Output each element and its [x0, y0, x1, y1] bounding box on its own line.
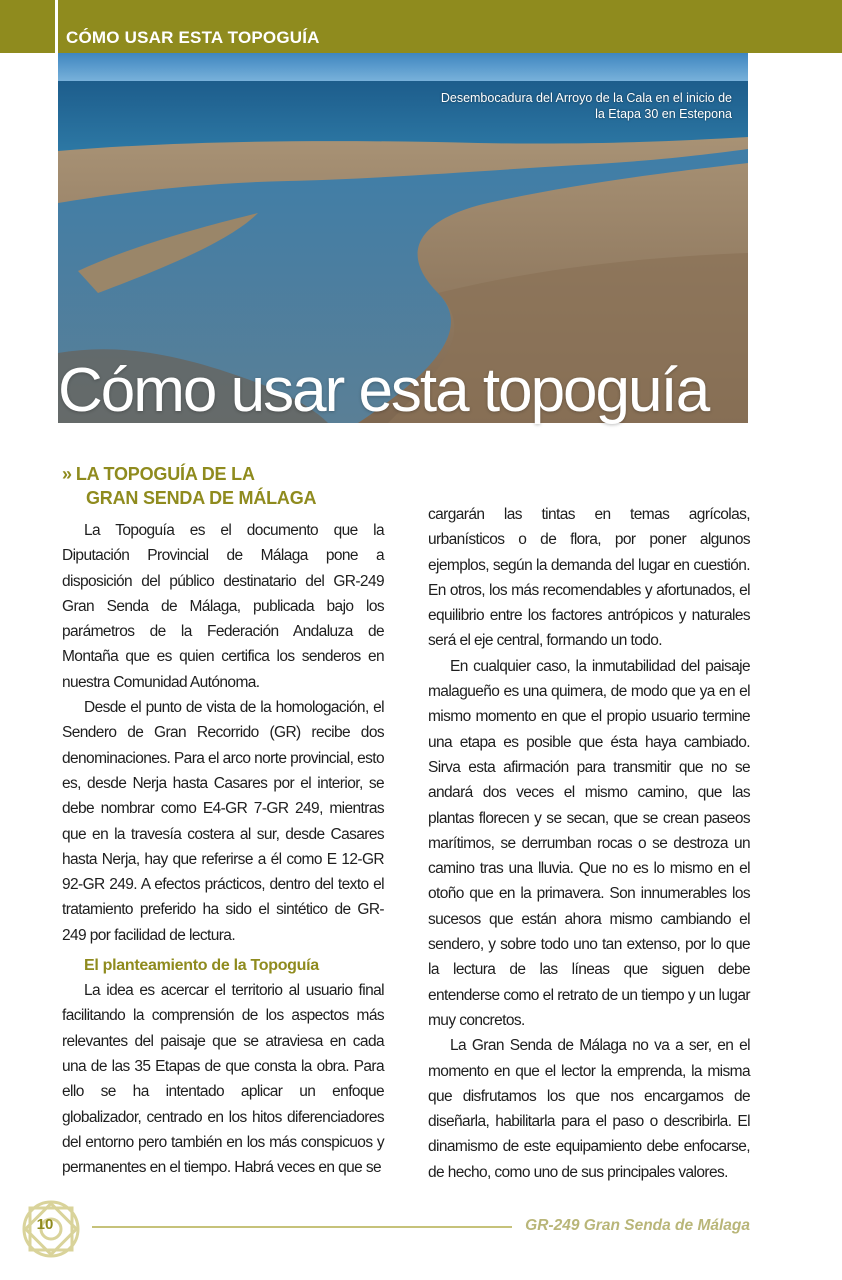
paragraph: Desde el punto de vista de la homologación, el Sendero de Gran Recorrido (GR) recibe dos denominaciones. Para el arco norte provincial, esto es, desde Nerja hasta Casares por el interior, se debe nombrar como E4-GR 7-GR 249, mientras que en la travesía costera al sur, desde Casares hasta Nerja, hay que referirse a él como E 12-GR 92-GR 249. A efectos prácticos, dentro del texto el tratamiento preferido ha sido el sintético de GR-249 por facilidad de lectura.	[62, 699, 384, 944]
section-heading	[62, 462, 384, 510]
paragraph: La idea es acercar el territorio al usuario final facilitando la comprensión de los aspectos más relevantes del paisaje que se atraviesa en cada una de las 35 Etapas de que consta la obra. Para ello se ha intentado aplicar un enfoque globalizador, centrado en los hitos diferenciadores del entorno pero también en los más conspicuos y permanentes en el tiempo. Habrá veces en que se	[62, 982, 384, 1177]
right-column	[428, 502, 750, 1185]
header-divider	[55, 0, 58, 53]
page-number: 10	[36, 1216, 54, 1233]
heading-line-2: GRAN SENDA DE MÁLAGA	[86, 488, 317, 508]
caption-line-2: la Etapa 30 en Estepona	[595, 107, 732, 121]
left-column	[62, 462, 384, 1180]
caption-line-1: Desembocadura del Arroyo de la Cala en el inicio de	[440, 91, 732, 105]
paragraph: La Topoguía es el documento que la Diputación Provincial de Málaga pone a disposición del público destinatario del GR-249 Gran Senda de Málaga, publicada bajo los parámetros de la Federación Andaluza de Montaña que es quien certifica los senderos en nuestra Comunidad Autónoma.	[62, 522, 384, 691]
paragraph: cargarán las tintas en temas agrícolas, urbanísticos o de flora, por poner algunos ejemplos, según la demanda del lugar en cuestión. En otros, los más recomendables y afortunados, el equilibrio entre los factores antrópicos y naturales será el eje central, formando un todo.	[428, 506, 750, 650]
footer-divider	[92, 1226, 512, 1228]
heading-line-1: LA TOPOGUÍA DE LA	[75, 464, 255, 484]
section-title: CÓMO USAR ESTA TOPOGUÍA	[66, 28, 320, 47]
paragraph: En cualquier caso, la inmutabilidad del paisaje malagueño es una quimera, de modo que ya en el mismo momento en que el propio usuario termine una etapa es posible que ésta haya cambiado. Sirva esta afirmación para transmitir que no se andará dos veces el mismo camino, que las plantas florecen y se secan, que se crean paseos marítimos, se derrumban rocas o se destroza un camino tras una lluvia. Que no es lo mismo en el otoño que en la primavera. Son innumerables los sucesos que están ahora mismo cambiando el sendero, y sobre todo uno tan extenso, por lo que la lectura de las líneas que siguen debe entenderse como el retrato de un tiempo y un lugar muy concretos.	[428, 657, 750, 1029]
publication-title: GR-249 Gran Senda de Málaga	[525, 1217, 750, 1234]
paragraph: La Gran Senda de Málaga no va a ser, en el momento en que el lector la emprenda, la misma que disfrutamos los que nos encargamos de diseñarla, habilitarla para el paso o describirla. El dinamismo de este equipamiento debe enfocarse, de hecho, como uno de sus principales valores.	[428, 1037, 750, 1181]
chevron-icon: »	[62, 464, 72, 484]
photo-caption	[402, 90, 732, 122]
subheading: El planteamiento de la Topoguía	[84, 957, 319, 975]
chapter-title: Cómo usar esta topoguía	[58, 356, 709, 425]
